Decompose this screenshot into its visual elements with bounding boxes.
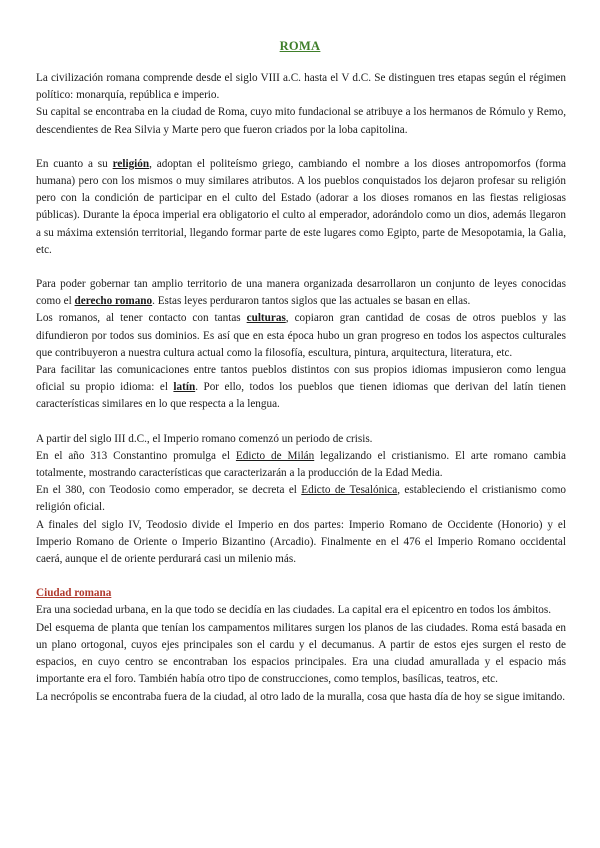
paragraph-spacer [36, 414, 566, 431]
language-term: latín [173, 381, 196, 394]
language-text-pre: Para facilitar las comunicaciones entre tantos pueblos distintos con sus propios idiomas impusieron como lengua oficial su propio idioma: el [36, 364, 566, 394]
law-paragraph [36, 276, 566, 310]
crisis-p2-text-pre: En el año 313 Constantino promulga el [36, 449, 236, 462]
city-paragraph-2: Del esquema de planta que tenían los campamentos militares surgen los planos de las ciudades. Roma está basada en un plano ortogonal, cuyos ejes principales son el cardu y el decumanus. A partir de estos ejes surgen el resto de espacios, en cuyo centro se encontraban los espacios principales. Era una ciudad amurallada y el espacio más importante era el foro. También había otro tipo de construcciones, como templos, basílicas, teatros, etc. [36, 621, 566, 686]
crisis-p3-text-post: , estableciendo el cristianismo como religión oficial. [36, 484, 566, 514]
crisis-paragraph-3 [36, 482, 566, 516]
crisis-paragraph-1: A partir del siglo III d.C., el Imperio romano comenzó un periodo de crisis. [36, 432, 373, 445]
law-text-pre: Para poder gobernar tan amplio territorio de una manera organizada desarrollaron un conjunto de leyes conocidas como el [36, 278, 566, 308]
document-body [36, 70, 566, 706]
religion-term: religión [112, 157, 150, 170]
paragraph-spacer [36, 139, 566, 156]
intro-paragraph-1: La civilización romana comprende desde el siglo VIII a.C. hasta el V d.C. Se distinguen tres etapas según el régimen político: monarquía, república e imperio. [36, 72, 566, 102]
paragraph-spacer [36, 568, 566, 585]
paragraph-spacer [36, 259, 566, 276]
language-text-post: . Por ello, todos los pueblos que tienen idiomas que derivan del latín tienen características similares en lo que respecta a la lengua. [36, 381, 566, 411]
culture-paragraph [36, 310, 566, 362]
page-title: ROMA [279, 39, 321, 53]
city-paragraph-1: Era una sociedad urbana, en la que todo se decidía en las ciudades. La capital era el epicentro en todos los ámbitos. [36, 604, 552, 617]
religion-text-pre: En cuanto a su [36, 157, 113, 170]
edict-milan-link[interactable]: Edicto de Milán [235, 449, 315, 462]
religion-paragraph [36, 156, 566, 259]
edict-thessalonica-link[interactable]: Edicto de Tesalónica [301, 484, 398, 497]
culture-term: culturas [246, 312, 286, 325]
religion-text-post: , adoptan el politeísmo griego, cambiando el nombre a los dioses antropomorfos (forma humana) pero con los mismos o muy similares atributos. A los pueblos conquistados los dejaron profesar su religión pero con la condición de participar en el culto del Estado (adorar a los dioses romanos en las fiestas religiosas públicas). Durante la época imperial era obligatorio el culto al emperador, adorándolo como un dios, además llegaron a su máxima extensión territorial, llegando formar parte de este lugares como Egipto, parte de Mesopotamia, la Galia, etc. [36, 157, 566, 256]
crisis-p2-text-post: legalizando el cristianismo. El arte romano cambia totalmente, mostrando características que caracterizarán a la producción de la Edad Media. [36, 449, 566, 480]
language-paragraph [36, 362, 566, 414]
crisis-p3-text-pre: En el 380, con Teodosio como emperador, se decreta el [36, 484, 302, 497]
city-section-heading: Ciudad romana [36, 587, 112, 600]
culture-text-pre: Los romanos, al tener contacto con tantas [36, 312, 247, 325]
crisis-paragraph-4: A finales del siglo IV, Teodosio divide el Imperio en dos partes: Imperio Romano de Occidente (Honorio) y el Imperio Romano de Oriente o Imperio Bizantino (Arcadio). Finalmente en el 476 el Imperio Romano occidental caerá, aunque el de oriente perdurará casi un milenio más. [36, 518, 566, 566]
crisis-paragraph-2 [36, 448, 566, 482]
law-term: derecho romano [74, 295, 153, 308]
culture-text-post: , copiaron gran cantidad de cosas de otros pueblos y las difundieron por todos sus dominios. Es así que en esta época hubo un gran progreso en todos los aspectos culturales que contribuyeron a nuestra cultura actual como la filosofía, escultura, pintura, arquitectura, literatura, etc. [36, 312, 566, 359]
city-paragraph-3: La necrópolis se encontraba fuera de la ciudad, al otro lado de la muralla, cosa que hasta día de hoy se sigue imitando. [36, 690, 566, 703]
law-text-post: . Estas leyes perduraron tantos siglos que las actuales se basan en ellas. [152, 295, 471, 308]
intro-paragraph-2: Su capital se encontraba en la ciudad de Roma, cuyo mito fundacional se atribuye a los hermanos de Rómulo y Remo, descendientes de Rea Silvia y Marte pero que fueron criados por la loba capitolina. [36, 106, 566, 136]
